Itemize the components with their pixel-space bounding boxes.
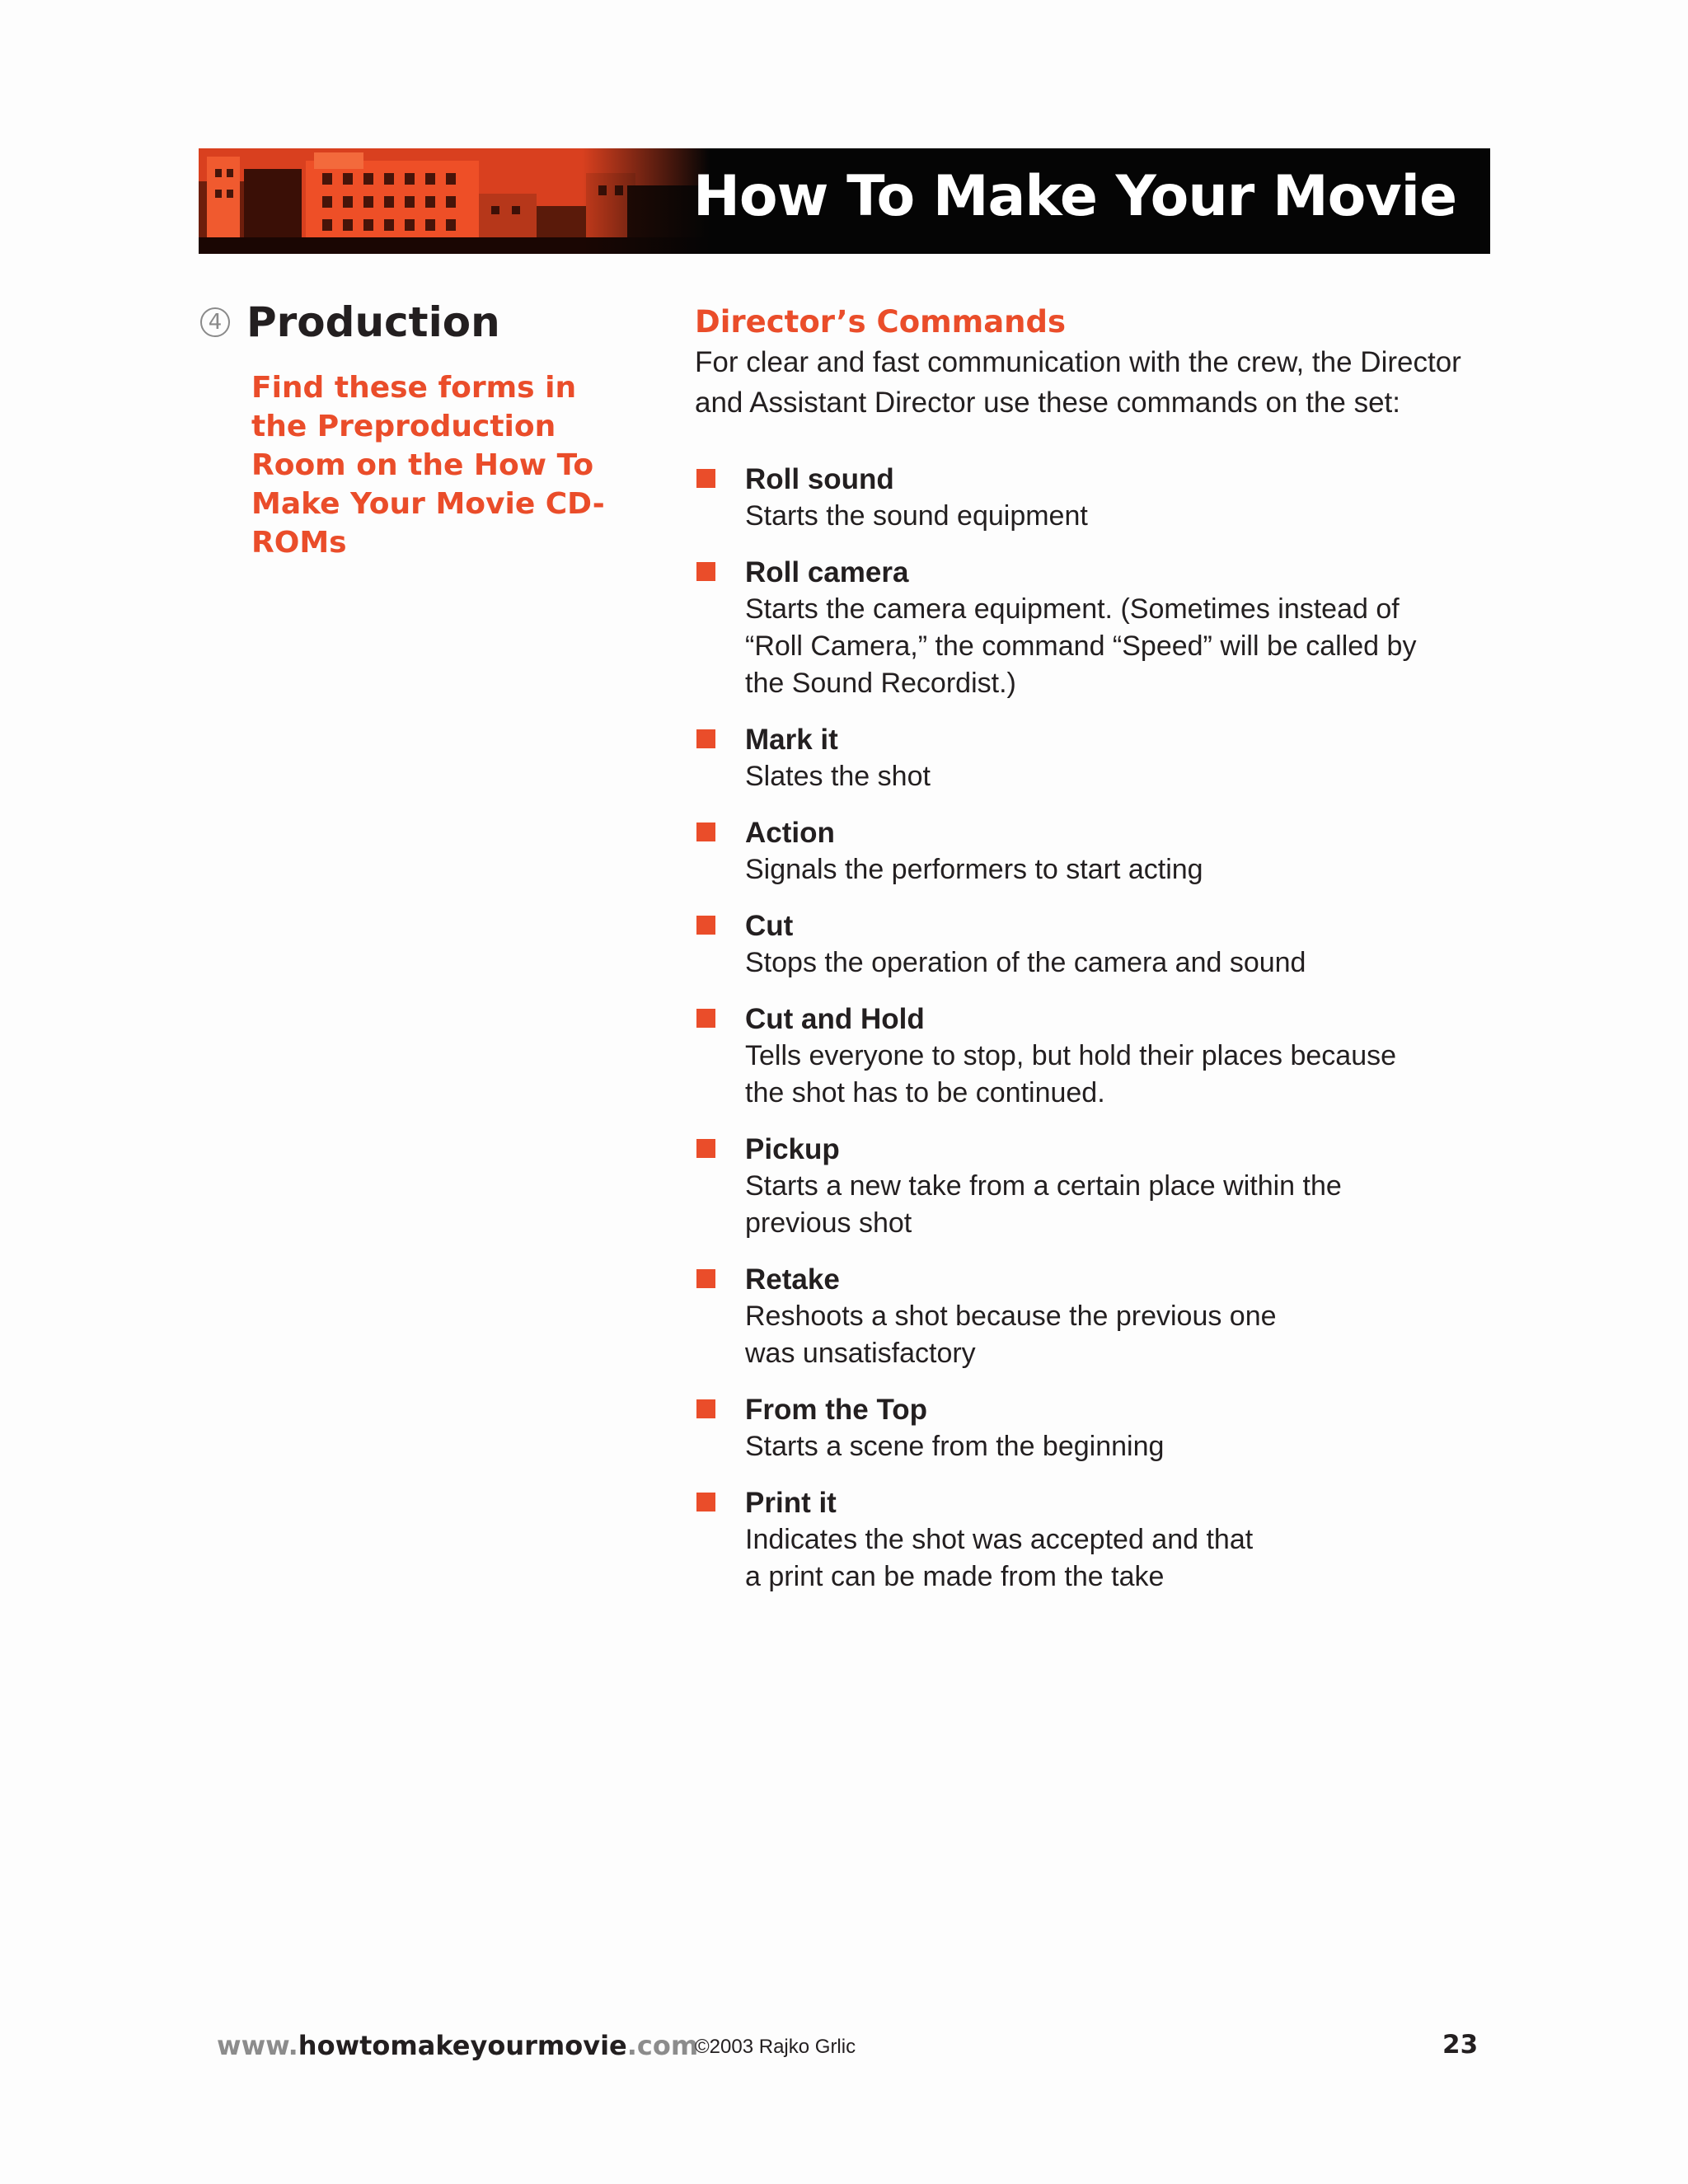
main-heading: Director’s Commands	[695, 304, 1067, 340]
square-bullet-icon	[696, 823, 715, 841]
command-description: Reshoots a shot because the previous one was unsatisfactory	[745, 1301, 1277, 1369]
command-name: From the Top	[745, 1394, 927, 1426]
square-bullet-icon	[696, 916, 715, 935]
list-item	[695, 721, 1490, 795]
command-name: Cut and Hold	[745, 1003, 925, 1035]
url-domain: howtomakeyourmovie	[298, 2030, 627, 2061]
command-name: Retake	[745, 1263, 840, 1296]
command-name: Cut	[745, 910, 794, 942]
list-item	[695, 554, 1490, 702]
page-title: How To Make Your Movie	[693, 164, 1457, 229]
command-description: Starts a new take from a certain place within the previous shot	[745, 1170, 1342, 1239]
header-banner	[199, 148, 1490, 254]
command-description: Indicates the shot was accepted and that a print can be made from the take	[745, 1524, 1254, 1592]
command-description: Stops the operation of the camera and sound	[745, 947, 1306, 978]
list-item	[695, 907, 1490, 982]
command-name: Action	[745, 817, 835, 849]
city-buildings-photo	[199, 148, 710, 254]
square-bullet-icon	[696, 1399, 715, 1418]
copyright-notice: ©2003 Rajko Grlic	[695, 2036, 856, 2058]
square-bullet-icon	[696, 1009, 715, 1028]
command-name: Print it	[745, 1487, 837, 1519]
command-name: Mark it	[745, 724, 838, 756]
list-item	[695, 1131, 1490, 1242]
square-bullet-icon	[696, 1139, 715, 1158]
command-name: Pickup	[745, 1133, 840, 1165]
command-description: Starts the sound equipment	[745, 500, 1088, 532]
square-bullet-icon	[696, 1493, 715, 1511]
command-description: Tells everyone to stop, but hold their places because the shot has to be continued.	[745, 1040, 1397, 1108]
url-prefix: www.	[217, 2030, 298, 2061]
page-number: 23	[1442, 2030, 1479, 2060]
list-item	[695, 1261, 1490, 1372]
side-note: Find these forms in the Preproduction Room on the How To Make Your Movie CD-ROMs	[251, 371, 605, 560]
commands-list	[695, 461, 1490, 1615]
website-link[interactable]	[217, 2030, 698, 2061]
list-item	[695, 461, 1490, 535]
intro-paragraph: For clear and fast communication with the crew, the Director and Assistant Director use these commands on the set:	[695, 346, 1461, 419]
command-description: Starts the camera equipment. (Sometimes instead of “Roll Camera,” the command “Speed” will be called by the Sound Recordist.)	[745, 593, 1417, 699]
list-item	[695, 814, 1490, 888]
url-suffix: .com	[626, 2030, 699, 2061]
section-title: Production	[246, 298, 500, 346]
command-description: Signals the performers to start acting	[745, 854, 1203, 885]
list-item	[695, 1001, 1490, 1112]
list-item	[695, 1391, 1490, 1465]
command-name: Roll sound	[745, 463, 894, 495]
square-bullet-icon	[696, 729, 715, 748]
list-item	[695, 1484, 1490, 1596]
command-name: Roll camera	[745, 556, 909, 588]
command-description: Slates the shot	[745, 761, 931, 792]
square-bullet-icon	[696, 469, 715, 488]
section-heading	[200, 298, 500, 346]
square-bullet-icon	[696, 562, 715, 581]
section-number-badge: 4	[200, 307, 230, 337]
command-description: Starts a scene from the beginning	[745, 1431, 1165, 1462]
square-bullet-icon	[696, 1269, 715, 1288]
